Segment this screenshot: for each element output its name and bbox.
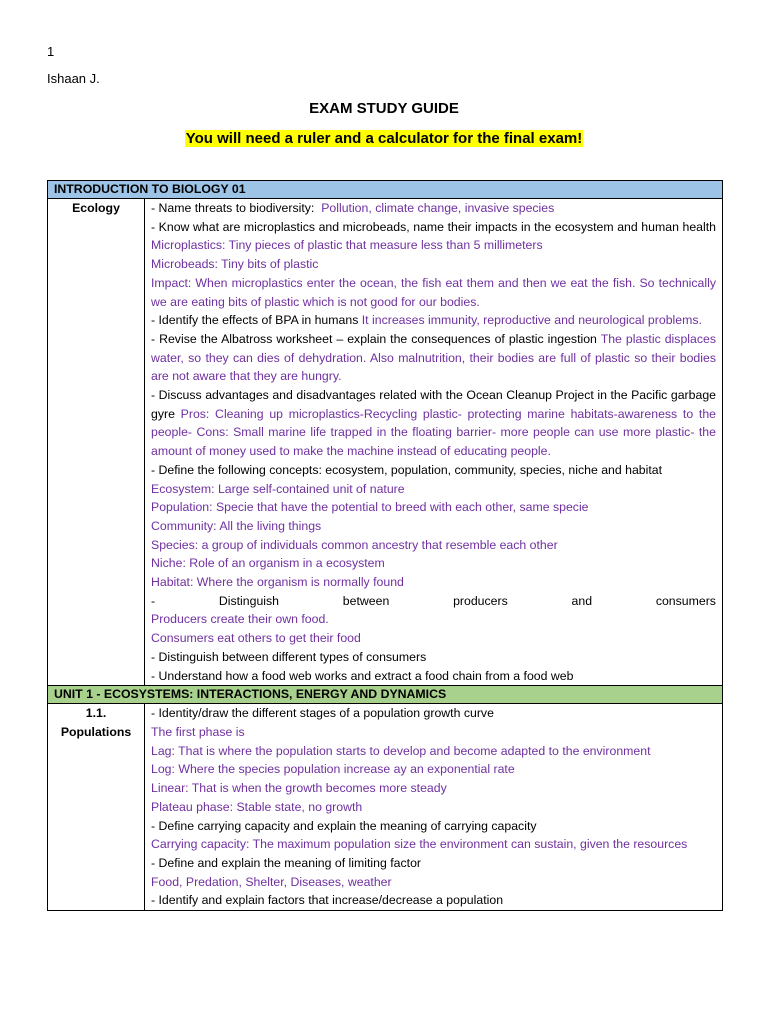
section-header-row [48, 686, 723, 704]
list-item: Lag: That is where the population starts to develop and become adapted to the environment [151, 743, 651, 758]
list-item: Consumers eat others to get their food [151, 631, 361, 646]
study-guide-table [47, 180, 723, 911]
notice-text: You will need a ruler and a calculator for the final exam! [185, 130, 583, 147]
list-item: Impact: When microplastics enter the ocean, the fish eat them and then we eat the fish. So technically we are eating bits of plastic which is not good for our bodies. [151, 275, 716, 309]
section-header-unit1: UNIT 1 - ECOSYSTEMS: INTERACTIONS, ENERGY AND DYNAMICS [48, 686, 723, 704]
list-item: - Identity/draw the different stages of a population growth curve [151, 706, 494, 721]
list-item: - Define carrying capacity and explain the meaning of carrying capacity [151, 818, 537, 833]
topic-number: 1.1. [85, 706, 107, 721]
list-item: Community: All the living things [151, 518, 322, 533]
list-item: - Distinguish between different types of consumers [151, 649, 427, 664]
section-header-intro: INTRODUCTION TO BIOLOGY 01 [48, 181, 723, 199]
list-item: Food, Predation, Shelter, Diseases, weather [151, 874, 392, 889]
list-item: - Identify the effects of BPA in humans It increases immunity, reproductive and neurological problems. [151, 313, 702, 328]
list-item: Ecosystem: Large self-contained unit of nature [151, 481, 405, 496]
list-item: Population: Specie that have the potential to breed with each other, same specie [151, 500, 589, 515]
list-item: - Distinguish between producers and consumers [151, 593, 716, 608]
list-item: - Know what are microplastics and microbeads, name their impacts in the ecosystem and human health Microplastics: Tiny pieces of plastic that measure less than 5 millimeters [151, 219, 716, 253]
list-item: The first phase is [151, 724, 245, 739]
page-title: EXAM STUDY GUIDE [309, 100, 459, 117]
section-row-populations [48, 704, 723, 911]
list-item: Microbeads: Tiny bits of plastic [151, 257, 319, 272]
page-number: 1 [47, 44, 55, 59]
topic-content-populations [145, 704, 723, 911]
topic-label-ecology: Ecology [48, 199, 145, 686]
list-item: Plateau phase: Stable state, no growth [151, 799, 363, 814]
topic-title: Populations [60, 724, 132, 739]
list-item: - Define the following concepts: ecosystem, population, community, species, niche and habitat [151, 462, 663, 477]
list-item: Linear: That is when the growth becomes more steady [151, 781, 447, 796]
list-item: Habitat: Where the organism is normally found [151, 575, 404, 590]
author-name: Ishaan J. [47, 71, 100, 86]
list-item: Log: Where the species population increase ay an exponential rate [151, 762, 515, 777]
list-item: - Identify and explain factors that increase/decrease a population [151, 893, 504, 908]
list-item: Producers create their own food. [151, 612, 329, 627]
notice-banner [0, 130, 768, 148]
topic-label-populations [48, 704, 145, 911]
list-item: - Revise the Albatross worksheet – explain the consequences of plastic ingestion The plastic displaces water, so they can dies of dehydration. Also malnutrition, their bodies are full of plastic so their bodies are not aware that they are hungry. [151, 331, 716, 384]
section-row-ecology [48, 199, 723, 686]
list-item: - Understand how a food web works and extract a food chain from a food web [151, 668, 574, 683]
list-item: Species: a group of individuals common ancestry that resemble each other [151, 537, 558, 552]
list-item: - Discuss advantages and disadvantages related with the Ocean Cleanup Project in the Pacific garbage gyre Pros: Cleaning up microplastics-Recycling plastic- protecting marine habitats-awareness to the people- Cons: Small marine life trapped in the floating barrier- more people can use more plastic- the amount of money used to make the machine instead of educating people. [151, 388, 716, 459]
list-item: Niche: Role of an organism in a ecosystem [151, 556, 385, 571]
section-header-row [48, 181, 723, 199]
list-item: - Define and explain the meaning of limiting factor [151, 855, 421, 870]
list-item: Carrying capacity: The maximum population size the environment can sustain, given the resources [151, 837, 688, 852]
topic-content-ecology [145, 199, 723, 686]
list-item: - Name threats to biodiversity: Pollution, climate change, invasive species [151, 201, 555, 215]
